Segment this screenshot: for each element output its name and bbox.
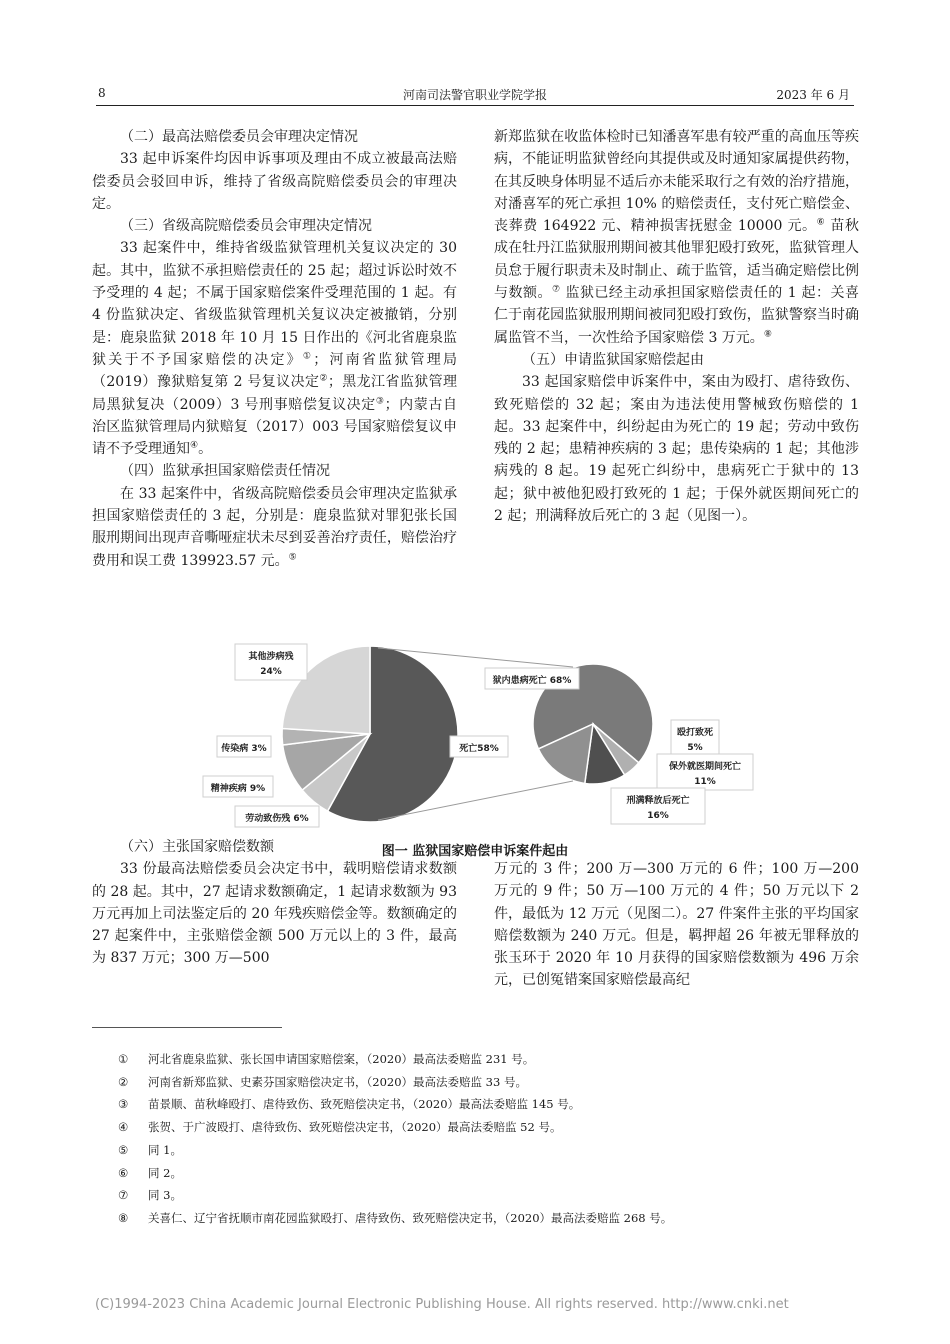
footnote: ① 河北省鹿泉监狱、张长国申请国家赔偿案，（2020）最高法委赔监 231 号。 [118, 1052, 535, 1066]
paragraph: 33 起案件中，维持省级监狱管理机关复议决定的 30 起。其中，监狱不承担赔偿责任的 25 起；超过诉讼时效不予受理的 4 起；不属于国家赔偿案件受理范围的 1 起。有 4 份监狱决定、省级监狱管理机关复议决定被撤销，分别是：鹿泉监狱 2018 年 10 月 15 日作出的《河北省鹿泉监狱关于不予国家赔偿的决定》①；河南省监狱管理局（2019）豫狱赔复第 2 号复议决定②；黑龙江省监狱管理局黑狱复决（2009）3 号刑事赔偿复议决定③；内蒙古自治区监狱管理局内狱赔复（2017）003 号国家赔偿复议申请不予受理通知④。 [92, 240, 458, 458]
section-heading-6: （六）主张国家赔偿数额 [120, 839, 274, 855]
footnote-ref[interactable]: ⑦ [551, 284, 561, 295]
left-column-top [92, 126, 457, 572]
section-heading-2: （二）最高法赔偿委员会审理决定情况 [120, 129, 358, 145]
data-label-mental: 精神疾病 9% [210, 784, 266, 794]
issue-date: 2023 年 6 月 [776, 88, 850, 102]
footnote: ③ 苗景顺、苗秋峰殴打、虐待致伤、致死赔偿决定书，（2020）最高法委赔监 145 号。 [118, 1097, 581, 1112]
footnote-ref[interactable]: ④ [190, 440, 199, 451]
data-label-after-release: 16% [647, 811, 669, 821]
footnote-ref[interactable]: ⑥ [816, 217, 826, 228]
footnote-ref[interactable]: ② [319, 373, 328, 384]
footnote-divider [92, 1027, 282, 1028]
figure-caption: 图一 监狱国家赔偿申诉案件起由 [381, 844, 569, 859]
figure-pie-of-pie [195, 632, 755, 828]
section-heading-5: （五）申请监狱国家赔偿起由 [522, 351, 704, 368]
data-label-medical-parole: 11% [694, 777, 716, 787]
footnote: ⑧ 关喜仁、辽宁省抚顺市南花园监狱殴打、虐待致伤、致死赔偿决定书，（2020）最高法委赔监 268 号。 [118, 1210, 673, 1225]
paragraph: 33 份最高法赔偿委员会决定书中，载明赔偿请求数额的 28 起。其中，27 起请求数额确定，1 起请求数额为 93 万元再加上司法鉴定后的 20 年残疾赔偿金等。数额确定的 27 起案件中，主张赔偿金额 500 万元以上的 3 件，最高为 837 万元；300 万—500 [92, 861, 457, 967]
data-label-other: 其他涉病残 [248, 652, 294, 662]
section-heading-4: （四）监狱承担国家赔偿责任情况 [120, 463, 330, 480]
journal-name: 河南司法警官职业学院学报 [402, 88, 547, 102]
data-label-labor: 劳动致伤残 6% [245, 814, 309, 824]
copyright-footer: (C)1994-2023 China Academic Journal Electronic Publishing House. All rights reserved. http://www.cnki.net [95, 1297, 789, 1312]
data-label-medical-parole: 保外就医期间死亡 [668, 762, 742, 772]
left-column-bottom [92, 836, 457, 970]
footnote: ② 河南省新郑监狱、史素芬国家赔偿决定书，（2020）最高法委赔监 33 号。 [118, 1074, 527, 1089]
footnote-ref[interactable]: ① [302, 351, 314, 362]
footnotes [118, 1048, 858, 1230]
pie-chart [195, 632, 755, 828]
data-label-after-release: 刑满释放后死亡 [626, 796, 690, 806]
data-label-in-prison: 狱内患病死亡 68% [492, 676, 572, 686]
footnote: ⑦ 同 3。 [118, 1188, 182, 1203]
page-number: 8 [98, 86, 106, 100]
right-column-top [494, 126, 859, 527]
data-label-beaten: 5% [687, 743, 703, 753]
right-column-bottom [494, 858, 859, 992]
data-label-beaten: 殴打致死 [676, 728, 714, 738]
footnote-ref[interactable]: ⑤ [288, 551, 297, 562]
footnote: ④ 张贺、于广波殴打、虐待致伤、致死赔偿决定书，（2020）最高法委赔监 52 号。 [118, 1120, 562, 1135]
data-label-infectious: 传染病 3% [221, 744, 267, 754]
paragraph: 33 起国家赔偿申诉案件中，案由为殴打、虐待致伤、致死赔偿的 32 起；案由为违法使用警械致伤赔偿的 1 起。33 起案件中，纠纷起由为死亡的 19 起；劳动中致伤残的 2 起；患精神疾病的 3 起；患传染病的 1 起；其他涉病残的 8 起。19 起死亡纠纷中，患病死亡于狱中的 13 起；狱中被他犯殴打致死的 1 起；于保外就医期间死亡的 2 起；刑满释放后死亡的 3 起（见图一）。 [494, 374, 859, 525]
page-header [96, 86, 854, 106]
paragraph: 33 起申诉案件均因申诉事项及理由不成立被最高法赔偿委员会驳回申诉，维持了省级高院赔偿委员会的审理决定。 [92, 151, 457, 212]
paragraph: 万元的 3 件；200 万—300 万元的 6 件；100 万—200 万元的 9 件；50 万—100 万元的 4 件；50 万元以下 2 件，最低为 12 万元（见图二）。27 件案件主张的平均国家赔偿数额为 240 万元。但是，羁押超 26 年被无罪释放的张玉环于 2020 年 10 月获得的国家赔偿数额为 496 万余元，已创冤错案国家赔偿最高纪 [494, 861, 859, 989]
footnote-ref[interactable]: ⑧ [763, 329, 772, 340]
paragraph: 在 33 起案件中，省级高院赔偿委员会审理决定监狱承担国家赔偿责任的 3 起，分别是：鹿泉监狱对罪犯张长国服刑期间出现声音嘶哑症状未尽到妥善治疗责任，赔偿治疗费用和误工费 139923.57 元。⑤ [92, 485, 457, 569]
paragraph: 新郑监狱在收监体检时已知潘喜军患有较严重的高血压等疾病，不能证明监狱曾经向其提供或及时通知家属提供药物，在其反映身体明显不适后亦未能采取行之有效的治疗措施，对潘喜军的死亡承担 10% 的赔偿责任，支付死亡赔偿金、丧葬费 164922 元、精神损害抚慰金 10000 元。⑥ 苗秋成在牡丹江监狱服刑期间被其他罪犯殴打致死，监狱管理人员怠于履行职责未及时制止、疏于监管，适当确定赔偿比例与数额。⑦ 监狱已经主动承担国家赔偿责任的 1 起：关喜仁于南花园监狱服刑期间被同犯殴打致伤，监狱警察当时确属监管不当，一次性给予国家赔偿 3 万元。⑧ [494, 129, 860, 346]
footnote: ⑤ 同 1。 [118, 1142, 182, 1157]
footnote: ⑥ 同 2。 [118, 1165, 182, 1180]
data-label-other: 24% [260, 667, 282, 677]
section-heading-3: （三）省级高院赔偿委员会审理决定情况 [120, 218, 372, 235]
footnote-ref[interactable]: ③ [375, 395, 385, 406]
data-label-death: 死亡58% [459, 744, 499, 754]
